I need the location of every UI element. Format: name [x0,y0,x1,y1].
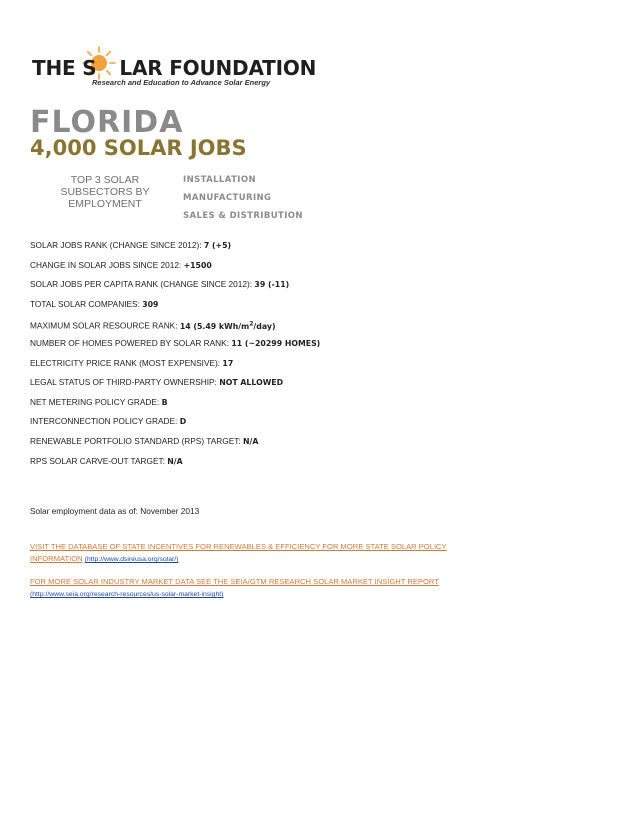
stat-value: 11 (~20299 HOMES) [231,338,321,348]
subsectors-list [183,174,303,228]
dsire-link-block [30,541,620,566]
resource-links [30,541,620,611]
subsector-item: MANUFACTURING [183,193,272,203]
stat-value: N/A [167,456,183,466]
logo-wordmark [32,56,316,80]
stat-label: ELECTRICITY PRICE RANK (MOST EXPENSIVE): [30,357,221,368]
seia-link[interactable]: FOR MORE SOLAR INDUSTRY MARKET DATA SEE THE SEIA/GTM RESEARCH SOLAR MARKET INSIGHT REPORT [30,577,439,586]
stat-value: B [161,397,168,407]
stat-value: N/A [243,436,259,446]
subsector-item: INSTALLATION [183,175,256,185]
stat-value: 14 (5.49 kWh/$m^2/day$) [179,320,276,331]
stat-label: CHANGE IN SOLAR JOBS SINCE 2012: [30,259,182,270]
state-name: FLORIDA [30,105,184,140]
subsectors-label: TOP 3 SOLAR SUBSECTORS BY EMPLOYMENT [60,174,150,210]
stat-net-metering [30,397,610,417]
stat-label: INTERCONNECTION POLICY GRADE: [30,416,178,427]
stat-electricity-price [30,358,610,378]
stat-jobs-rank [30,240,610,260]
dsire-link[interactable]: VISIT THE DATABASE OF STATE INCENTIVES FOR RENEWABLES & EFFICIENCY FOR MORE STATE SOLAR POLICY [30,542,447,551]
stat-label: NUMBER OF HOMES POWERED BY SOLAR RANK: [30,337,230,348]
stat-label: SOLAR JOBS RANK (CHANGE SINCE 2012): [30,240,202,250]
stat-rps-target [30,436,610,456]
stat-per-capita-rank [30,279,610,299]
stat-label: LEGAL STATUS OF THIRD-PARTY OWNERSHIP: [30,377,217,388]
logo-text-before: THE S [32,56,97,80]
seia-link-block [30,576,620,601]
foundation-logo [32,42,317,88]
stat-value: 39 (-11) [254,280,290,290]
stat-label: MAXIMUM SOLAR RESOURCE RANK: [30,320,178,331]
stat-jobs-change [30,260,610,280]
stat-total-companies [30,299,610,319]
stat-label: SOLAR JOBS PER CAPITA RANK (CHANGE SINCE 2012): [30,279,253,290]
stat-label: RENEWABLE PORTFOLIO STANDARD (RPS) TARGET: [30,435,241,446]
stat-value: 7 (+5) [203,241,232,250]
subsector-item: SALES & DISTRIBUTION [183,211,303,221]
stat-resource-rank [30,318,610,338]
stat-value: +1500 [183,260,212,270]
seia-url-link[interactable]: (http://www.seia.org/research-resources/us-solar-market-insight) [30,591,224,598]
stat-label: RPS SOLAR CARVE-OUT TARGET: [30,455,165,466]
logo-text-after: LAR FOUNDATION [119,56,317,80]
stats-list [30,240,610,475]
stat-value: NOT ALLOWED [219,378,284,388]
stat-homes-powered [30,338,610,358]
stat-third-party-ownership [30,377,610,397]
jobs-headline: 4,000 SOLAR JOBS [30,136,247,160]
stat-value: 17 [222,358,234,368]
dsire-url-link[interactable]: (http://www.dsireusa.org/solar/) [84,556,179,563]
logo-tagline: Research and Education to Advance Solar Energy [92,78,271,87]
employment-note: Solar employment data as of: November 2013 [30,506,200,516]
stat-value: D [179,417,187,427]
stat-label: TOTAL SOLAR COMPANIES: [30,298,140,309]
dsire-link-continued[interactable]: INFORMATION [30,554,83,563]
stat-interconnection [30,416,610,436]
stat-rps-carveout [30,456,610,476]
stat-label: NET METERING POLICY GRADE: [30,396,160,407]
stat-value: 309 [142,299,159,309]
